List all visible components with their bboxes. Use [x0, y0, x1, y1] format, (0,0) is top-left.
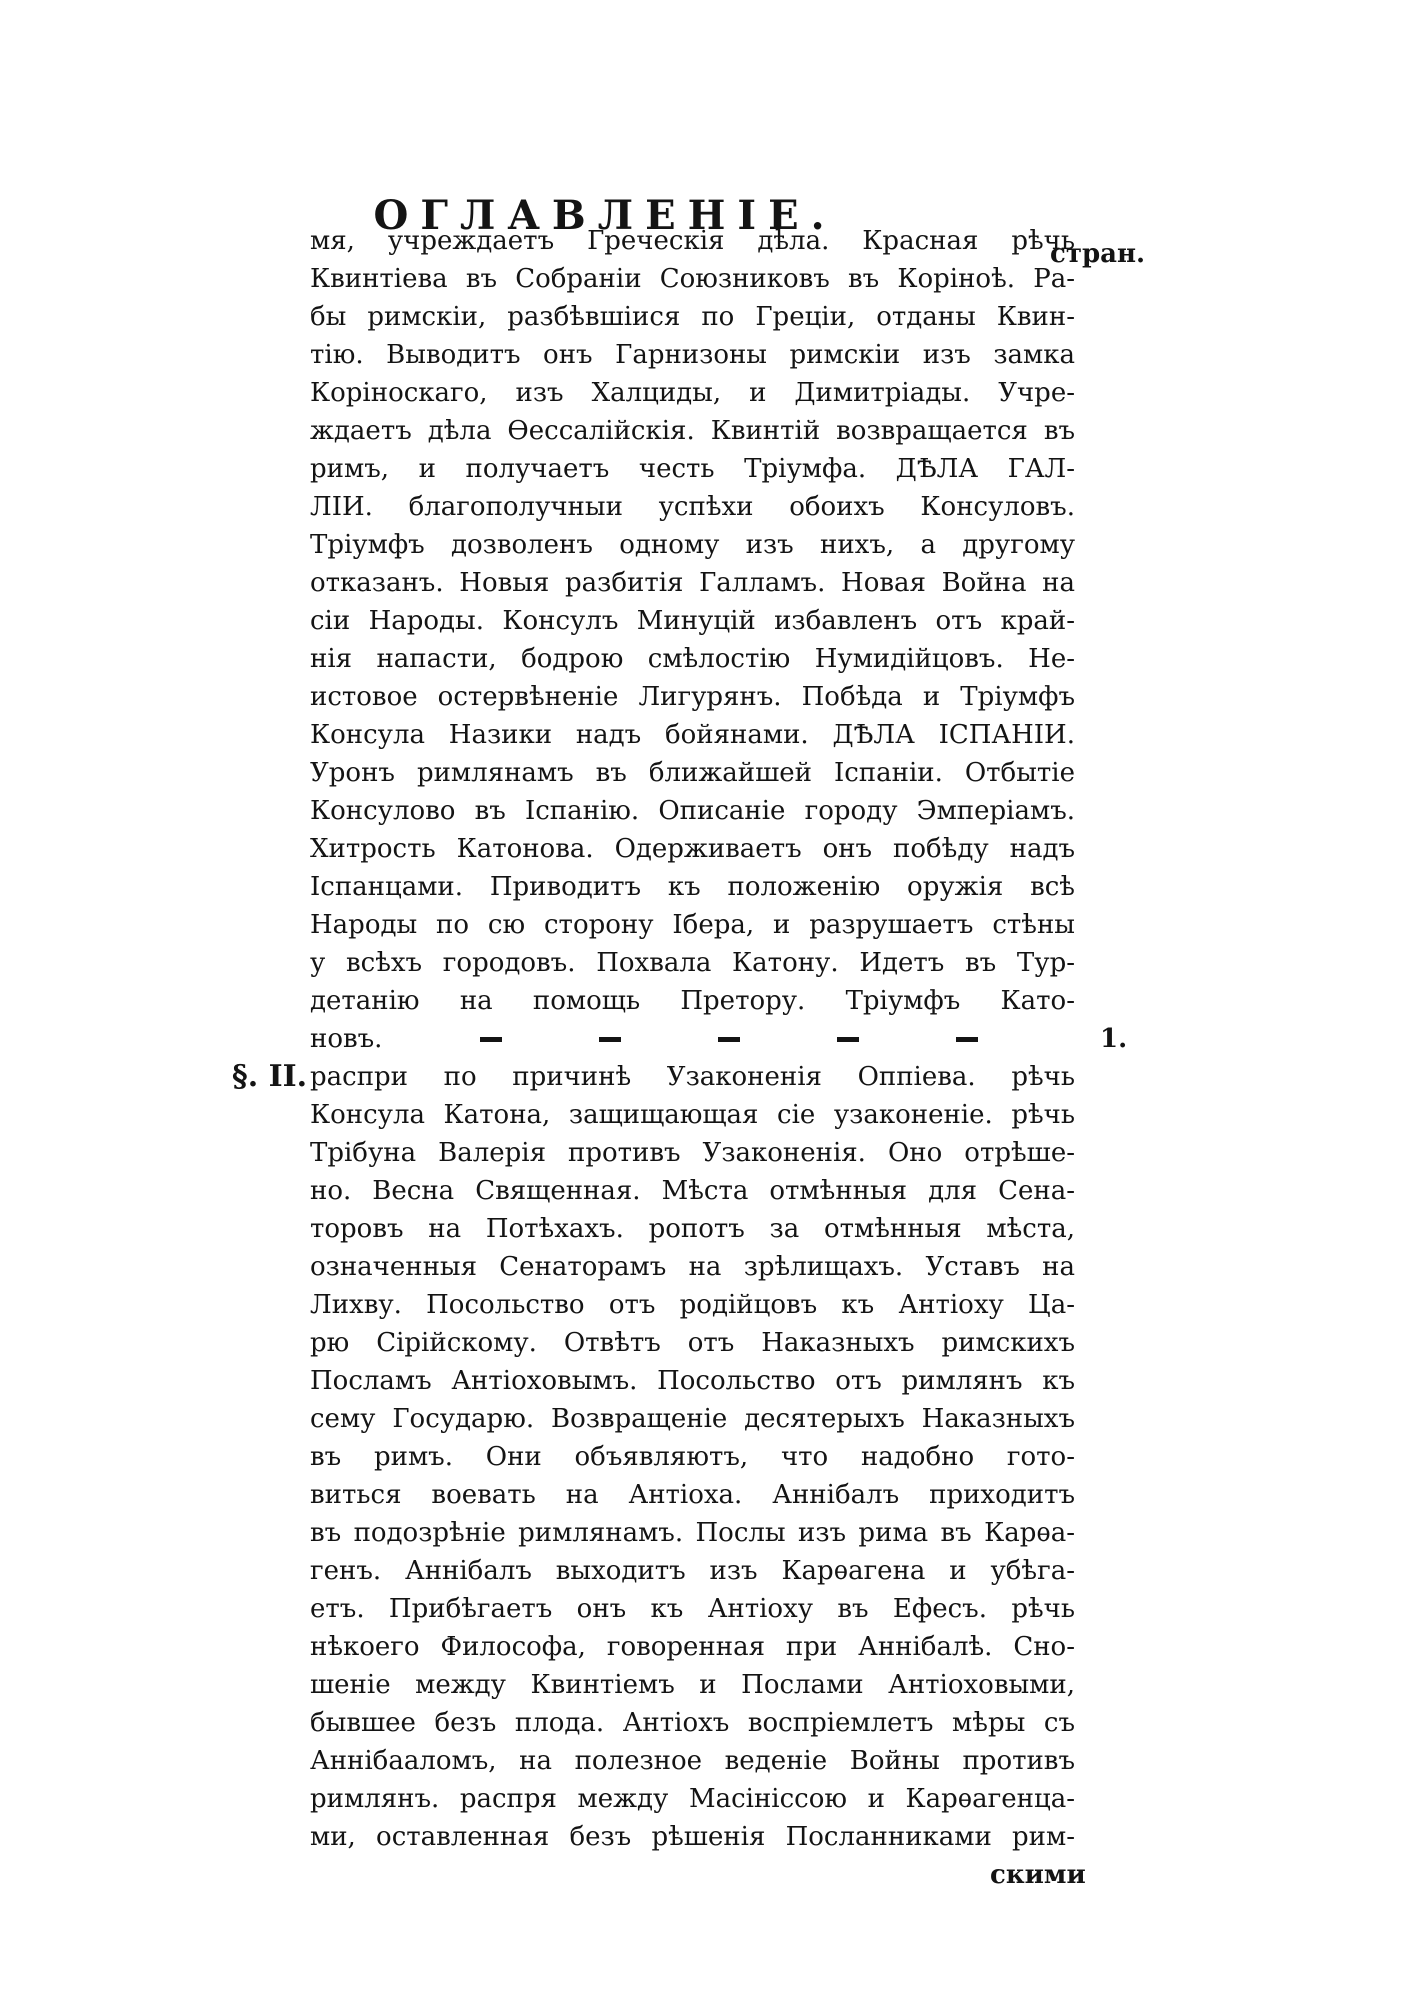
text-line: нія напасти, бодрою смѣлостію Нумидійцовъ. Не- [310, 644, 1075, 674]
text-line: шеніе между Квинтіемъ и Послами Антіоховыми, [310, 1670, 1075, 1700]
text-line: Тріумфъ дозволенъ одному изъ нихъ, а другому [310, 530, 1075, 560]
text-line: сему Государю. Возвращеніе десятерыхъ Наказныхъ [310, 1404, 1075, 1434]
text-line: ми, оставленная безъ рѣшенія Посланниками рим- [310, 1822, 1075, 1852]
text-line: етъ. Прибѣгаетъ онъ къ Антіоху въ Ефесъ. рѣчь [310, 1594, 1075, 1624]
text-line: истовое остервѣненіе Лигурянъ. Побѣда и Тріумфъ [310, 682, 1075, 712]
text-line: Трібуна Валерія противъ Узаконенія. Оно отрѣше- [310, 1138, 1075, 1168]
text-line: Коріноскаго, изъ Халциды, и Димитріады. Учре- [310, 378, 1075, 408]
text-line: Народы по сю сторону Ібера, и разрушаетъ стѣны [310, 910, 1075, 940]
text-line: виться воевать на Антіоха. Аннібалъ приходитъ [310, 1480, 1075, 1510]
toc-leader-line [310, 1020, 1075, 1058]
text-line: Посламъ Антіоховымъ. Посольство отъ римлянъ къ [310, 1366, 1075, 1396]
text-line: торовъ на Потѣхахъ. ропотъ за отмѣнныя мѣста, [310, 1214, 1075, 1244]
leader-dash [718, 1037, 740, 1042]
leader-dash [837, 1037, 859, 1042]
page-title: ОГЛАВЛЕНІЕ. [373, 192, 837, 239]
text-line: Консула Назики надъ бойянами. ДѢЛА ІСПАНІИ. [310, 720, 1075, 750]
text-line: детанію на помощь Претору. Тріумфъ Като- [310, 986, 1075, 1016]
text-line: Консулово въ Іспанію. Описаніе городу Эмперіамъ. [310, 796, 1075, 826]
section-mark: §. II. [232, 1059, 308, 1094]
text-line: Уронъ римлянамъ въ ближайшей Іспаніи. Отбытіе [310, 758, 1075, 788]
text-line: римъ, и получаетъ честь Тріумфа. ДѢЛА ГАЛ- [310, 454, 1075, 484]
page-column-label: стран. [1050, 239, 1146, 269]
catchword: скими [990, 1860, 1086, 1890]
text-line: ЛІИ. благополучныи успѣхи обоихъ Консуловъ. [310, 492, 1075, 522]
text-line: Аннібааломъ, на полезное веденіе Войны противъ [310, 1746, 1075, 1776]
text-line: Квинтіева въ Собраніи Союзниковъ въ Коріноѣ. Ра- [310, 264, 1075, 294]
text-line: Консула Катона, защищающая сіе узаконеніе. рѣчь [310, 1100, 1075, 1130]
page-number: 1. [1100, 1024, 1128, 1054]
text-line: ждаетъ дѣла Ѳессалійскія. Квинтій возвращается въ [310, 416, 1075, 446]
leader-dash [956, 1037, 978, 1042]
text-line: нѣкоего Философа, говоренная при Аннібалѣ. Сно- [310, 1632, 1075, 1662]
text-line: рю Сірійскому. Отвѣтъ отъ Наказныхъ римскихъ [310, 1328, 1075, 1358]
text-line: распри по причинѣ Узаконенія Оппіева. рѣчь [310, 1062, 1075, 1092]
text-line: новъ. [310, 1024, 383, 1054]
leader-dash [480, 1037, 502, 1042]
text-line: отказанъ. Новыя разбитія Галламъ. Новая Война на [310, 568, 1075, 598]
text-line: тію. Выводитъ онъ Гарнизоны римскіи изъ замка [310, 340, 1075, 370]
text-line: въ римъ. Они объявляютъ, что надобно гото- [310, 1442, 1075, 1472]
text-line: Іспанцами. Приводитъ къ положенію оружія всѣ [310, 872, 1075, 902]
text-line: бы римскіи, разбѣвшіися по Греціи, отданы Квин- [310, 302, 1075, 332]
text-line: сіи Народы. Консулъ Минуцій избавленъ отъ край- [310, 606, 1075, 636]
text-line: у всѣхъ городовъ. Похвала Катону. Идетъ въ Тур- [310, 948, 1075, 978]
text-line: бывшее безъ плода. Антіохъ воспріемлетъ мѣры съ [310, 1708, 1075, 1738]
text-line: генъ. Аннібалъ выходитъ изъ Карѳагена и убѣга- [310, 1556, 1075, 1586]
text-line: въ подозрѣніе римлянамъ. Послы изъ рима въ Карѳа- [310, 1518, 1075, 1548]
text-line: означенныя Сенаторамъ на зрѣлищахъ. Уставъ на [310, 1252, 1075, 1282]
text-line: Лихву. Посольство отъ родійцовъ къ Антіоху Ца- [310, 1290, 1075, 1320]
text-line: Хитрость Катонова. Одерживаетъ онъ побѣду надъ [310, 834, 1075, 864]
text-line: но. Весна Священная. Мѣста отмѣнныя для Сена- [310, 1176, 1075, 1206]
leader-dash [599, 1037, 621, 1042]
text-line: римлянъ. распря между Масініссою и Карѳагенца- [310, 1784, 1075, 1814]
text-line: мя, учреждаетъ Греческія дѣла. Красная рѣчь [310, 226, 1075, 256]
